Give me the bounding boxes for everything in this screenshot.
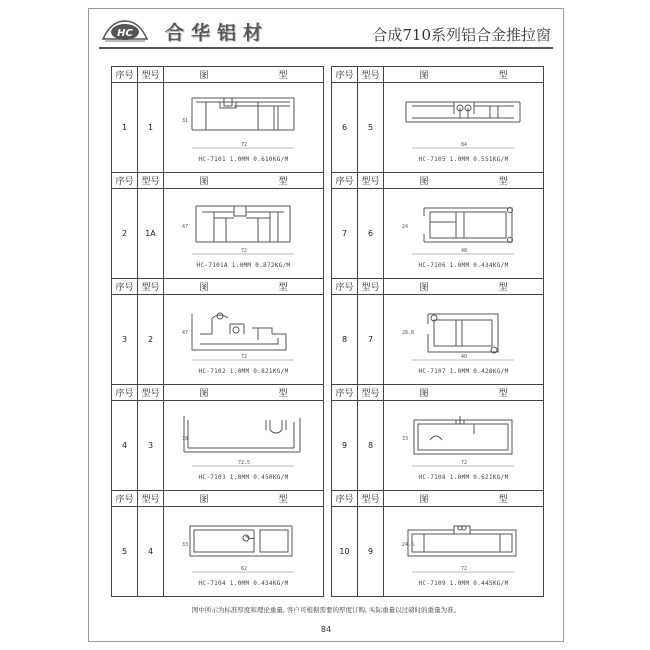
model-header: 型号 (358, 385, 384, 401)
seq-header: 序号 (112, 279, 138, 295)
profile-row (332, 83, 544, 173)
figure-header-b: 型 (498, 283, 508, 293)
figure-header-a: 图 (419, 495, 429, 505)
header-row (112, 173, 324, 189)
seq-cell: 6 (332, 83, 358, 173)
width-dimension: 72.5 (237, 460, 250, 466)
model-header: 型号 (138, 385, 164, 401)
width-dimension: 72 (460, 460, 467, 466)
figure-header (384, 491, 544, 507)
figure-header-b: 型 (498, 71, 508, 81)
header-row (332, 491, 544, 507)
model-cell: 5 (358, 83, 384, 173)
profile-row (112, 507, 324, 597)
header-divider (99, 47, 553, 49)
profile-caption: HC-7101 1.0MM 0.610KG/M (198, 156, 289, 163)
figure-header-a: 图 (199, 177, 209, 187)
profile-drawing (174, 410, 314, 476)
figure-header-a: 图 (419, 71, 429, 81)
profile-figure-cell (384, 83, 544, 173)
model-cell: 9 (358, 507, 384, 597)
profile-figure-cell (384, 507, 544, 597)
seq-header: 序号 (332, 67, 358, 83)
profile-figure-cell (384, 189, 544, 279)
profile-drawing (394, 516, 534, 582)
seq-header: 序号 (332, 385, 358, 401)
width-dimension: 62 (240, 566, 247, 572)
profile-drawing (394, 304, 534, 370)
figure-header-b: 型 (278, 389, 288, 399)
seq-cell: 8 (332, 295, 358, 385)
profile-drawing (174, 198, 314, 264)
model-cell: 4 (138, 507, 164, 597)
profile-caption: HC-7107 1.0MM 0.428KG/M (418, 368, 509, 375)
profile-figure-cell (164, 295, 324, 385)
figure-header (164, 385, 324, 401)
seq-header: 序号 (112, 173, 138, 189)
model-cell: 1A (138, 189, 164, 279)
seq-cell: 3 (112, 295, 138, 385)
profile-table-right (331, 66, 544, 597)
figure-header-b: 型 (498, 389, 508, 399)
figure-header (384, 67, 544, 83)
profile-caption: HC-7104 1.0MM 0.434KG/M (198, 580, 289, 587)
profile-figure-cell (384, 401, 544, 491)
figure-header-a: 图 (419, 177, 429, 187)
header-row (112, 67, 324, 83)
model-header: 型号 (358, 279, 384, 295)
figure-header-b: 型 (498, 177, 508, 187)
model-cell: 7 (358, 295, 384, 385)
figure-header-b: 型 (278, 495, 288, 505)
seq-cell: 10 (332, 507, 358, 597)
profile-drawing (394, 92, 534, 158)
height-dimension: 33 (181, 542, 188, 548)
seq-header: 序号 (112, 67, 138, 83)
header-row (332, 173, 544, 189)
profile-table-left (111, 66, 324, 597)
height-dimension: 24.5 (401, 542, 414, 548)
model-header: 型号 (138, 67, 164, 83)
profile-drawing (174, 516, 314, 582)
profile-row (112, 401, 324, 491)
height-dimension: 47 (181, 224, 188, 230)
model-header: 型号 (138, 279, 164, 295)
model-header: 型号 (358, 173, 384, 189)
profile-caption: HC-7108 1.0MM 0.621KG/M (418, 474, 509, 481)
page-number: 84 (320, 625, 332, 634)
height-dimension: 31 (181, 118, 188, 124)
model-cell: 2 (138, 295, 164, 385)
model-header: 型号 (138, 491, 164, 507)
seq-header: 序号 (112, 491, 138, 507)
profile-caption: HC-7106 1.0MM 0.434KG/M (418, 262, 509, 269)
profile-caption: HC-7109 1.0MM 0.445KG/M (418, 580, 509, 587)
height-dimension: 28.8 (401, 330, 414, 336)
width-dimension: 48 (460, 248, 467, 254)
seq-cell: 2 (112, 189, 138, 279)
figure-header (164, 491, 324, 507)
brand-name: 合华铝材 (165, 22, 270, 44)
profile-drawing (174, 92, 314, 158)
height-dimension: 24 (401, 224, 408, 230)
profile-figure-cell (164, 401, 324, 491)
profile-row (332, 189, 544, 279)
figure-header (164, 67, 324, 83)
model-cell: 8 (358, 401, 384, 491)
profile-caption: HC-7101A 1.0MM 0.872KG/M (196, 262, 291, 269)
header-row (112, 279, 324, 295)
width-dimension: 72 (240, 354, 247, 360)
seq-header: 序号 (332, 491, 358, 507)
seq-cell: 9 (332, 401, 358, 491)
figure-header (164, 279, 324, 295)
figure-header-a: 图 (199, 71, 209, 81)
figure-header-a: 图 (419, 389, 429, 399)
figure-header (164, 173, 324, 189)
profile-caption: HC-7103 1.0MM 0.450KG/M (198, 474, 289, 481)
profile-row (112, 189, 324, 279)
page-header (89, 9, 563, 49)
width-dimension: 40 (460, 354, 467, 360)
profile-caption: HC-7105 1.0MM 0.551KG/M (418, 156, 509, 163)
figure-header-b: 型 (278, 283, 288, 293)
figure-header-b: 型 (498, 495, 508, 505)
figure-header-b: 型 (278, 71, 288, 81)
width-dimension: 72 (240, 248, 247, 254)
header-row (332, 385, 544, 401)
figure-header (384, 279, 544, 295)
header-row (112, 491, 324, 507)
logo-text: HC (117, 28, 133, 39)
profile-drawing (394, 410, 534, 476)
model-header: 型号 (358, 491, 384, 507)
seq-header: 序号 (112, 385, 138, 401)
model-cell: 6 (358, 189, 384, 279)
figure-header-a: 图 (199, 389, 209, 399)
profile-figure-cell (164, 83, 324, 173)
figure-header-a: 图 (199, 283, 209, 293)
profile-row (112, 83, 324, 173)
profile-figure-cell (164, 189, 324, 279)
header-row (112, 385, 324, 401)
profile-drawing (394, 198, 534, 264)
profile-row (332, 295, 544, 385)
seq-cell: 1 (112, 83, 138, 173)
model-cell: 1 (138, 83, 164, 173)
series-title: 合成710系列铝合金推拉窗 (372, 26, 551, 44)
seq-header: 序号 (332, 173, 358, 189)
profile-row (112, 295, 324, 385)
height-dimension: 33 (401, 436, 408, 442)
footnote: 图中所示为标准厚度和理论重量, 客户可根据需要的厚度订购, 实际重量以过磅时的重量为准。 (191, 606, 461, 614)
seq-header: 序号 (332, 279, 358, 295)
width-dimension: 72 (460, 566, 467, 572)
seq-cell: 7 (332, 189, 358, 279)
profile-figure-cell (164, 507, 324, 597)
company-logo (101, 17, 149, 43)
width-dimension: 84 (460, 142, 467, 148)
profile-figure-cell (384, 295, 544, 385)
width-dimension: 72 (240, 142, 247, 148)
header-row (332, 67, 544, 83)
figure-header (384, 385, 544, 401)
height-dimension: 38 (181, 436, 188, 442)
profile-caption: HC-7102 1.0MM 0.821KG/M (198, 368, 289, 375)
figure-header-a: 图 (199, 495, 209, 505)
profile-row (332, 401, 544, 491)
figure-header-b: 型 (278, 177, 288, 187)
profile-row (332, 507, 544, 597)
seq-cell: 5 (112, 507, 138, 597)
model-cell: 3 (138, 401, 164, 491)
header-row (332, 279, 544, 295)
seq-cell: 4 (112, 401, 138, 491)
figure-header (384, 173, 544, 189)
model-header: 型号 (358, 67, 384, 83)
figure-header-a: 图 (419, 283, 429, 293)
profile-drawing (174, 304, 314, 370)
model-header: 型号 (138, 173, 164, 189)
height-dimension: 47 (181, 330, 188, 336)
catalog-page (88, 8, 564, 642)
